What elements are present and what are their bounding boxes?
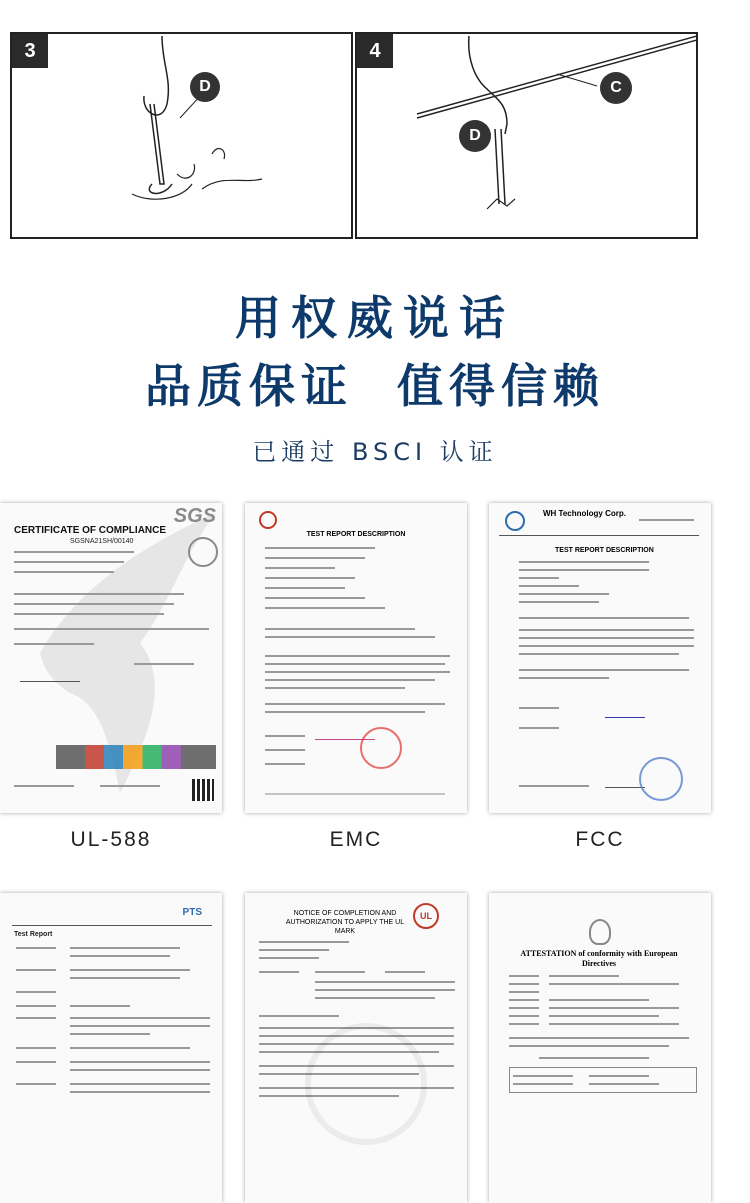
sgs-logo: SGS xyxy=(173,505,216,527)
wh-logo-icon xyxy=(505,511,525,531)
qr-code xyxy=(192,779,214,801)
cert-title: CERTIFICATE OF COMPLIANCE xyxy=(14,525,167,536)
ul-watermark xyxy=(305,1023,427,1145)
step-number: 3 xyxy=(12,34,48,68)
callout-d: D xyxy=(459,120,491,152)
cert-title: NOTICE OF COMPLETION AND AUTHORIZATION TO APPLY THE UL MARK xyxy=(285,910,405,935)
certificate-fcc xyxy=(489,503,711,813)
red-stamp-icon xyxy=(360,727,402,769)
signature xyxy=(605,697,645,718)
cert-title: TEST REPORT DESCRIPTION xyxy=(306,531,406,538)
blue-stamp-icon xyxy=(639,757,683,801)
step-3-illustration xyxy=(12,34,353,239)
certificate-ul-notice xyxy=(245,893,467,1203)
cert-number: SGSNA21SH/00140 xyxy=(70,538,134,545)
caption-ul588: UL-588 xyxy=(70,828,152,851)
step-3-panel xyxy=(10,32,353,239)
standards-table xyxy=(509,1067,697,1093)
headline-line-1: 用权威说话 xyxy=(235,291,515,345)
certificate-ul588 xyxy=(0,503,222,813)
sgs-colorful-logo xyxy=(56,745,216,769)
certificate-emc xyxy=(245,503,467,813)
cert-title: ATTESTATION of conformity with European Directives xyxy=(520,949,678,968)
certificate-attestation xyxy=(489,893,711,1203)
callout-c: C xyxy=(600,72,632,104)
caption-fcc: FCC xyxy=(575,828,625,851)
cert-title: Test Report xyxy=(14,931,53,938)
sgs-seal-icon xyxy=(188,537,218,567)
step-4-panel xyxy=(355,32,698,239)
attestation-logo xyxy=(589,919,611,945)
lab-logo xyxy=(259,511,277,529)
caption-emc: EMC xyxy=(329,828,383,851)
callout-d: D xyxy=(190,72,220,102)
pts-logo: PTS xyxy=(182,907,202,918)
cert-title: TEST REPORT DESCRIPTION xyxy=(555,547,654,554)
certificate-pts xyxy=(0,893,222,1203)
ul-logo-icon: UL xyxy=(413,903,439,929)
signature xyxy=(20,665,80,682)
step-number: 4 xyxy=(357,34,393,68)
headline-line-2: 品质保证 值得信赖 xyxy=(144,359,606,413)
step-4-illustration xyxy=(357,34,698,239)
lab-name: WH Technology Corp. xyxy=(543,509,626,518)
headline-sub: 已通过 BSCI 认证 xyxy=(252,438,498,466)
